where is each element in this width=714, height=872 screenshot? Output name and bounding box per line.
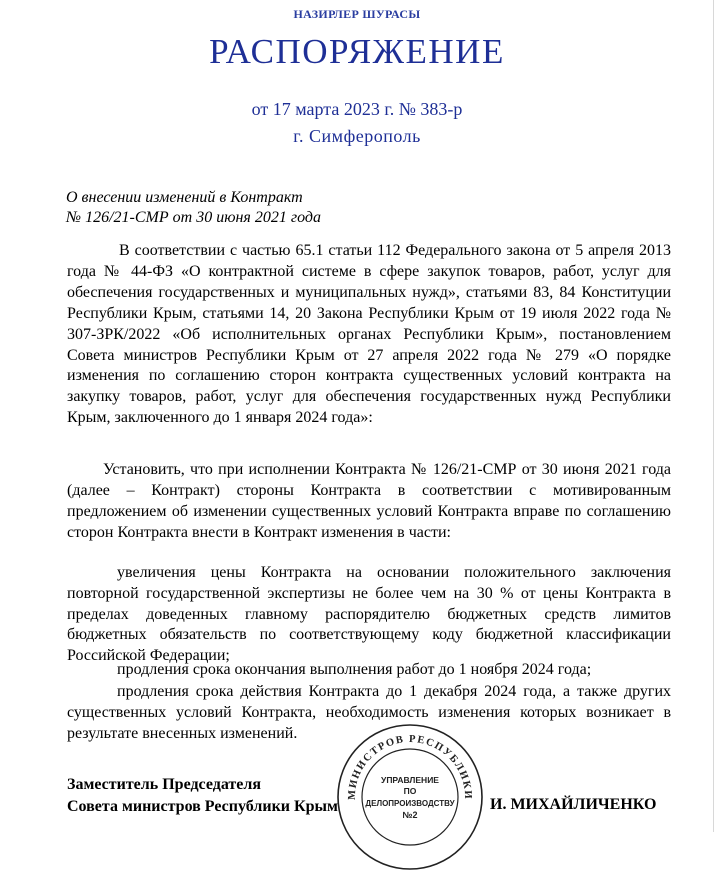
signer-position bbox=[67, 774, 338, 818]
paragraph-contract-term: продления срока действия Контракта до 1 декабря 2024 года, а также других существенных условий Контракта, необходимость изменения которых возникает в результате внесенных изменений. bbox=[67, 683, 671, 742]
stamp-line-3: ДЕЛОПРОИЗВОДСТВУ bbox=[365, 799, 455, 808]
signer-name: И. МИХАЙЛИЧЕНКО bbox=[490, 796, 657, 813]
document-title: РАСПОРЯЖЕНИЕ bbox=[209, 32, 505, 71]
paragraph-legal-basis: В соответствии с частью 65.1 статьи 112 Федерального закона от 5 апреля 2013 года № 44-ФЗ «О контрактной системе в сфере закупок товаров, работ, услуг для обеспечения государственных и муниципальных нужд», статьями 83, 84 Конституции Республики Крым, статьями 14, 20 Закона Республики Крым от 19 июля 2022 года № 307-ЗРК/2022 «Об исполнительных органах Республики Крым», постановлением Совета министров Республики Крым от 27 апреля 2022 года № 279 «О порядке изменения по соглашению сторон контракта существенных условий контракта на закупку товаров, работ, услуг для обеспечения государственных нужд Республики Крым, заключенного до 1 января 2024 года»: bbox=[67, 242, 671, 427]
stamp-line-2: ПО bbox=[403, 786, 417, 796]
subject-line-1: О внесении изменений в Контракт bbox=[66, 189, 303, 206]
document-city: г. Симферополь bbox=[293, 126, 421, 146]
paragraph-works-deadline: продления срока окончания выполнения работ до 1 ноября 2024 года; bbox=[117, 661, 592, 678]
document-date-line bbox=[0, 99, 714, 120]
signer-position-line-2: Совета министров Республики Крым bbox=[67, 798, 338, 815]
stamp-ring-text: МИНИСТРОВ РЕСПУБЛИКИ bbox=[346, 733, 474, 801]
document-date: от 17 марта bbox=[251, 99, 340, 119]
paragraph-decision: Установить, что при исполнении Контракта № 126/21-СМР от 30 июня 2021 года (далее – Контракт) стороны Контракта в соответствии с мотивированным предложением об изменении существенных условий Контракта вправе по соглашению сторон Контракта внести в Контракт изменения в части: bbox=[67, 461, 671, 541]
official-stamp bbox=[335, 722, 485, 872]
stamp-line-1: УПРАВЛЕНИЕ bbox=[381, 775, 439, 785]
document-subject bbox=[66, 188, 466, 228]
paragraph-price-increase: увеличения цены Контракта на основании положительного заключения повторной государственной экспертизы не более чем на 30 % от цены Контракта в пределах доведенных главному распорядителю бюджетных средств лимитов бюджетных обязательств по соответствующему коду бюджетной классификации Российской Федерации; bbox=[67, 564, 671, 665]
subject-line-2: № 126/21-СМР от 30 июня 2021 года bbox=[66, 209, 321, 226]
document-number: № 383-р bbox=[398, 99, 463, 119]
document-year: 2023 г. bbox=[343, 99, 395, 119]
organization-name: НАЗИРЛЕР ШУРАСЫ bbox=[293, 7, 421, 21]
stamp-line-4: №2 bbox=[402, 810, 418, 820]
signer-position-line-1: Заместитель Председателя bbox=[67, 776, 262, 793]
